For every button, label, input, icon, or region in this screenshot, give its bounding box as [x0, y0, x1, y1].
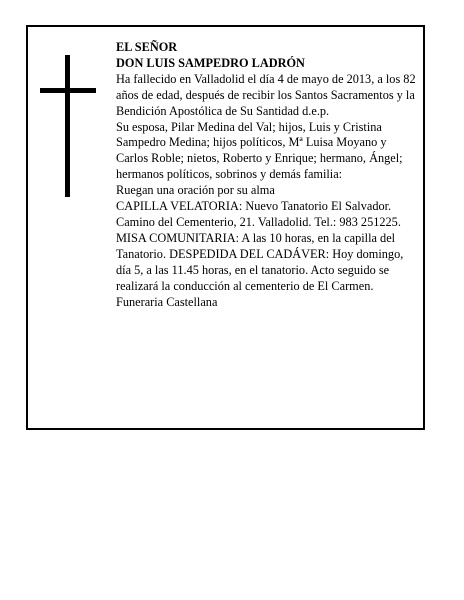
- cross-icon: [40, 55, 96, 197]
- mass-info: MISA COMUNITARIA: A las 10 horas, en la capilla del Tanatorio. DESPEDIDA DEL CADÁVER: Hoy domingo, día 5, a las 11.45 horas, en el tanatorio. Acto seguido se realizará la conducción al cementerio de El Carmen.: [116, 230, 404, 293]
- funeral-home: Funeraria Castellana: [116, 294, 218, 309]
- prayer-request: Ruegan una oración por su alma: [116, 183, 275, 198]
- family-list: Su esposa, Pilar Medina del Val; hijos, Luis y Cristina Sampedro Medina; hijos políticos, Mª Luisa Moyano y Carlos Roble; nietos, Roberto y Enrique; hermano, Ángel; hermanos políticos, sobrinos y demás familia:: [116, 119, 403, 182]
- cross-horizontal-bar: [40, 88, 96, 93]
- deceased-name: DON LUIS SAMPEDRO LADRÓN: [116, 55, 305, 70]
- obituary-notice: [26, 25, 425, 430]
- notice-text: [116, 40, 418, 310]
- cross-vertical-bar: [65, 55, 70, 197]
- death-announcement: Ha fallecido en Valladolid el día 4 de mayo de 2013, a los 82 años de edad, después de recibir los Santos Sacramentos y la Bendición Apostólica de Su Santidad d.e.p.: [116, 71, 416, 118]
- notice-title-honorific: EL SEÑOR: [116, 40, 178, 54]
- chapel-info: CAPILLA VELATORIA: Nuevo Tanatorio El Salvador. Camino del Cementerio, 21. Valladolid. Tel.: 983 251225.: [116, 199, 401, 229]
